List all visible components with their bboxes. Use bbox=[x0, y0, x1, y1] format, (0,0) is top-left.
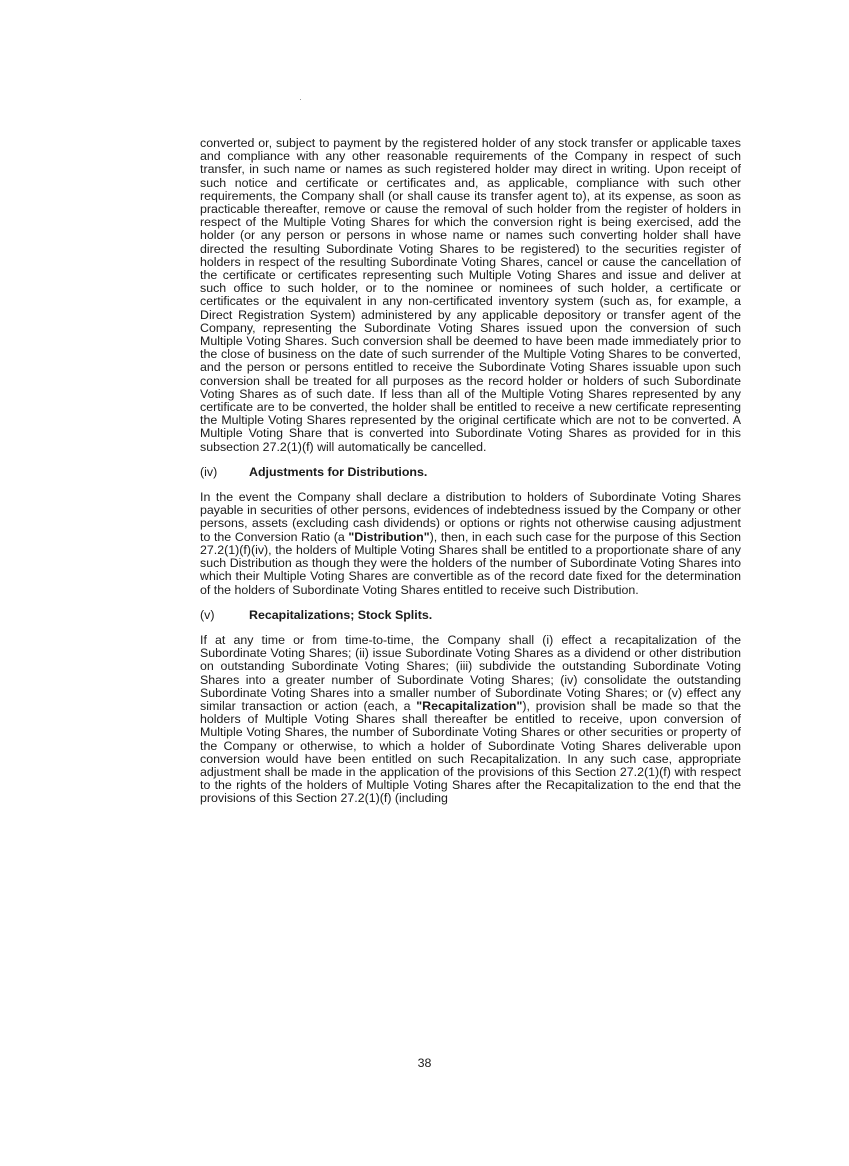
section-heading-iv bbox=[200, 466, 741, 479]
document-body bbox=[200, 137, 741, 806]
stray-mark bbox=[300, 99, 301, 100]
defined-term-distribution: "Distribution" bbox=[348, 529, 430, 544]
section-title: Recapitalizations; Stock Splits. bbox=[249, 607, 433, 622]
defined-term-recapitalization: "Recapitalization" bbox=[416, 698, 523, 713]
paragraph-distributions bbox=[200, 491, 741, 597]
paragraph-text: If at any time or from time-to-time, the Company shall (i) effect a recapitalization of the Subordinate Voting Shares; (ii) issue Subordinate Voting Shares as a dividend or other distribution on outstanding Subordinate Voting Shares; (iii) subdivide the outstanding Subordinate Voting Shares into a greater number of Subordinate Voting Shares; (iv) consolidate the outstanding Subordinate Voting Shares into a smaller number of Subordinate Voting Shares; or (v) effect any similar transaction or action (each, a bbox=[200, 632, 741, 713]
paragraph-conversion: converted or, subject to payment by the registered holder of any stock transfer or applicable taxes and compliance with any other reasonable requirements of the Company in respect of such transfer, in such name or names as such registered holder may direct in writing. Upon receipt of such notice and certificate or certificates and, as applicable, compliance with such other requirements, the Company shall (or shall cause its transfer agent to), at its expense, as soon as practicable thereafter, remove or cause the removal of such holder from the register of holders in respect of the Multiple Voting Shares for which the conversion right is being exercised, add the holder (or any person or persons in whose name or names such converting holder shall have directed the resulting Subordinate Voting Shares to be registered) to the securities register of holders in respect of the resulting Subordinate Voting Shares, cancel or cause the cancellation of the certificate or certificates representing such Multiple Voting Shares and issue and deliver at such office to such holder, or to the nominee or nominees of such holder, a certificate or certificates or the equivalent in any non-certificated inventory system (such as, for example, a Direct Registration System) administered by any applicable depository or transfer agent of the Company, representing the Subordinate Voting Shares issued upon the conversion of such Multiple Voting Shares. Such conversion shall be deemed to have been made immediately prior to the close of business on the date of such surrender of the Multiple Voting Shares to be converted, and the person or persons entitled to receive the Subordinate Voting Shares issuable upon such conversion shall be treated for all purposes as the record holder or holders of such Subordinate Voting Shares as of such date. If less than all of the Multiple Voting Shares represented by any certificate are to be converted, the holder shall be entitled to receive a new certificate representing the Multiple Voting Shares represented by the original certificate which are not to be converted. A Multiple Voting Share that is converted into Subordinate Voting Shares as provided for in this subsection 27.2(1)(f) will automatically be cancelled. bbox=[200, 136, 741, 454]
paragraph-text: ), then, in each such case for the purpose of this Section 27.2(1)(f)(iv), the holders of Multiple Voting Shares shall be entitled to a proportionate share of any such Distribution as though they were the holders of the number of Subordinate Voting Shares into which their Multiple Voting Shares are convertible as of the record date fixed for the determination of the holders of Subordinate Voting Shares entitled to receive such Distribution. bbox=[200, 529, 741, 597]
page-number: 38 bbox=[417, 1056, 432, 1070]
section-number: (v) bbox=[200, 607, 215, 622]
section-title: Adjustments for Distributions. bbox=[249, 464, 428, 479]
paragraph-recapitalizations bbox=[200, 634, 741, 806]
section-number: (iv) bbox=[200, 464, 218, 479]
paragraph-text: ), provision shall be made so that the holders of Multiple Voting Shares shall thereafter be entitled to receive, upon conversion of Multiple Voting Shares, the number of Subordinate Voting Shares or other securities or property of the Company or otherwise, to which a holder of Subordinate Voting Shares deliverable upon conversion would have been entitled on such Recapitalization. In any such case, appropriate adjustment shall be made in the application of the provisions of this Section 27.2(1)(f) with respect to the rights of the holders of Multiple Voting Shares after the Recapitalization to the end that the provisions of this Section 27.2(1)(f) (including bbox=[200, 698, 741, 806]
section-heading-v bbox=[200, 609, 741, 622]
paragraph-text: In the event the Company shall declare a distribution to holders of Subordinate Voting Shares payable in securities of other persons, evidences of indebtedness issued by the Company or other persons, assets (excluding cash dividends) or options or rights not otherwise causing adjustment to the Conversion Ratio (a bbox=[200, 490, 741, 544]
